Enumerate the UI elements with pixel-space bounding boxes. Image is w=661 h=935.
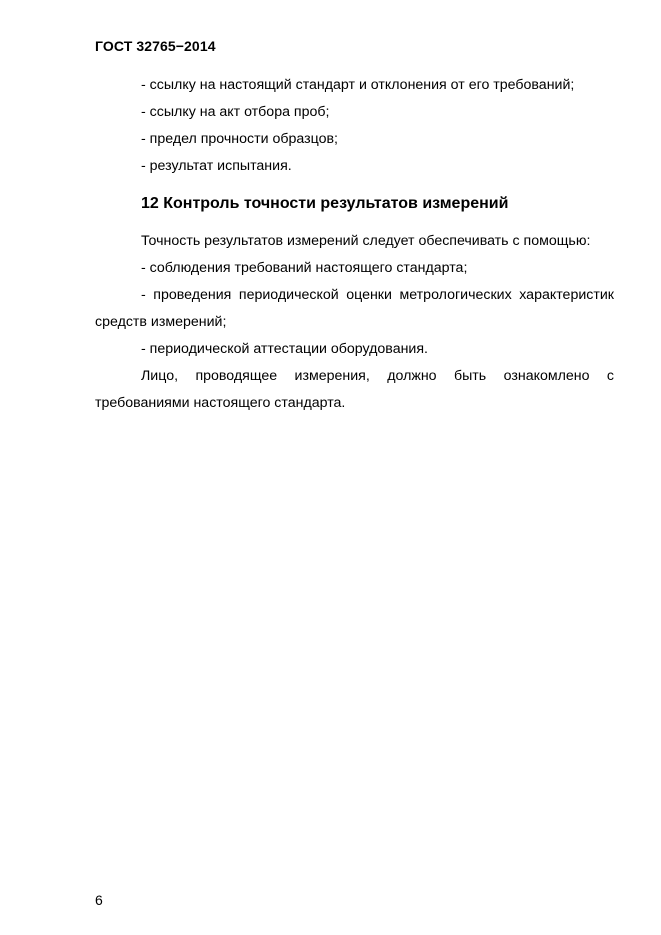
- page-content: [95, 72, 614, 417]
- section-12-item-metrology: - проведения периодической оценки метрологических характеристик средств измерений;: [95, 287, 614, 330]
- document-code-header: ГОСТ 32765−2014: [95, 38, 216, 54]
- report-item-reference-standard: - ссылку на настоящий стандарт и отклонения от его требований;: [141, 77, 575, 93]
- report-item-test-result: - результат испытания.: [141, 158, 292, 174]
- section-12-intro: Точность результатов измерений следует обеспечивать с помощью:: [141, 233, 591, 249]
- section-12-item-attestation: - периодической аттестации оборудования.: [141, 341, 428, 357]
- section-12-heading: 12 Контроль точности результатов измерений: [141, 195, 509, 212]
- section-12-closing: Лицо, проводящее измерения, должно быть ознакомлено с требованиями настоящего стандарта.: [95, 368, 614, 411]
- report-item-sampling-act: - ссылку на акт отбора проб;: [141, 104, 330, 120]
- section-12-item-compliance: - соблюдения требований настоящего стандарта;: [141, 260, 468, 276]
- report-item-strength-limit: - предел прочности образцов;: [141, 131, 338, 147]
- page-number: 6: [95, 892, 103, 908]
